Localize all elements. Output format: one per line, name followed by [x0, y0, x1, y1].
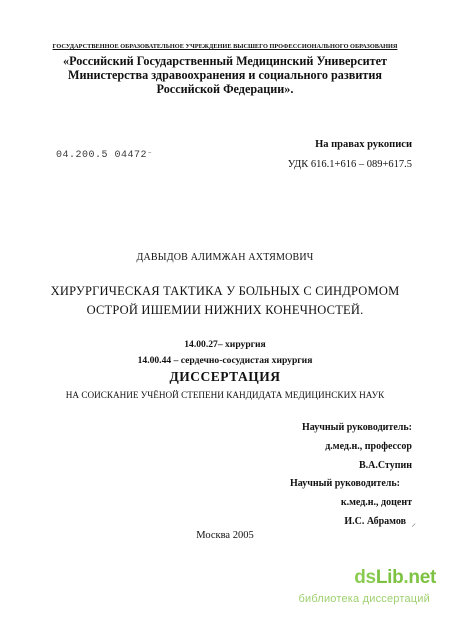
- rights-notice: На правах рукописи: [315, 139, 412, 150]
- stamp-mark: ⁻: [147, 150, 153, 160]
- org-name-line-1: «Российский Государственный Медицинский Университет: [62, 54, 388, 68]
- document-type: ДИССЕРТАЦИЯ: [169, 369, 281, 384]
- udk-code: УДК 616.1+616 – 089+617.5: [287, 159, 412, 170]
- org-name-line-3: Российской Федерации».: [156, 82, 294, 96]
- watermark-logo-dot: .: [403, 567, 409, 588]
- institution-type: ГОСУДАРСТВЕННОЕ ОБРАЗОВАТЕЛЬНОЕ УЧРЕЖДЕНИЕ ВЫСШЕГО ПРОФЕССИОНАЛЬНОГО ОБРАЗОВАНИЯ: [52, 43, 398, 50]
- title-line-1: ХИРУРГИЧЕСКАЯ ТАКТИКА У БОЛЬНЫХ С СИНДРОМОМ: [50, 284, 400, 298]
- supervisor-1-name: В.А.Ступин: [358, 460, 412, 471]
- watermark-tagline: библиотека диссертаций: [298, 593, 430, 605]
- title-line-2: ОСТРОЙ ИШЕМИИ НИЖНИХ КОНЕЧНОСТЕЙ.: [86, 303, 364, 317]
- watermark-logo-net: net: [408, 567, 436, 588]
- library-stamp-number: [56, 150, 153, 161]
- signature-mark: ⸝: [411, 518, 416, 528]
- author-name: ДАВЫДОВ АЛИМЖАН АХТЯМОВИЧ: [136, 252, 314, 263]
- org-name-line-2: Министерства здравоохранения и социального развития: [67, 68, 382, 82]
- supervisor-2-name: И.С. Абрамов: [344, 516, 406, 527]
- watermark-logo-lib: Lib: [375, 567, 404, 588]
- stamp-text: 04.200.5 04472: [56, 150, 148, 161]
- watermark-logo: [354, 567, 436, 589]
- degree-line: НА СОИСКАНИЕ УЧЁНОЙ СТЕПЕНИ КАНДИДАТА МЕДИЦИНСКИХ НАУК: [65, 390, 385, 400]
- supervisor-1-title: д.мед.н., профессор: [325, 441, 412, 452]
- watermark-logo-ds: ds: [354, 567, 376, 588]
- specialty-1: 14.00.27– хирургия: [184, 339, 266, 350]
- supervisor-2-title: к.мед.н., доцент: [340, 497, 412, 508]
- supervisor-1-label: Научный руководитель:: [302, 422, 412, 433]
- specialty-2: 14.00.44 – сердечно-сосудистая хирургия: [137, 355, 313, 366]
- supervisor-2-label: Научный руководитель:: [290, 478, 400, 489]
- city-year: Москва 2005: [196, 530, 254, 541]
